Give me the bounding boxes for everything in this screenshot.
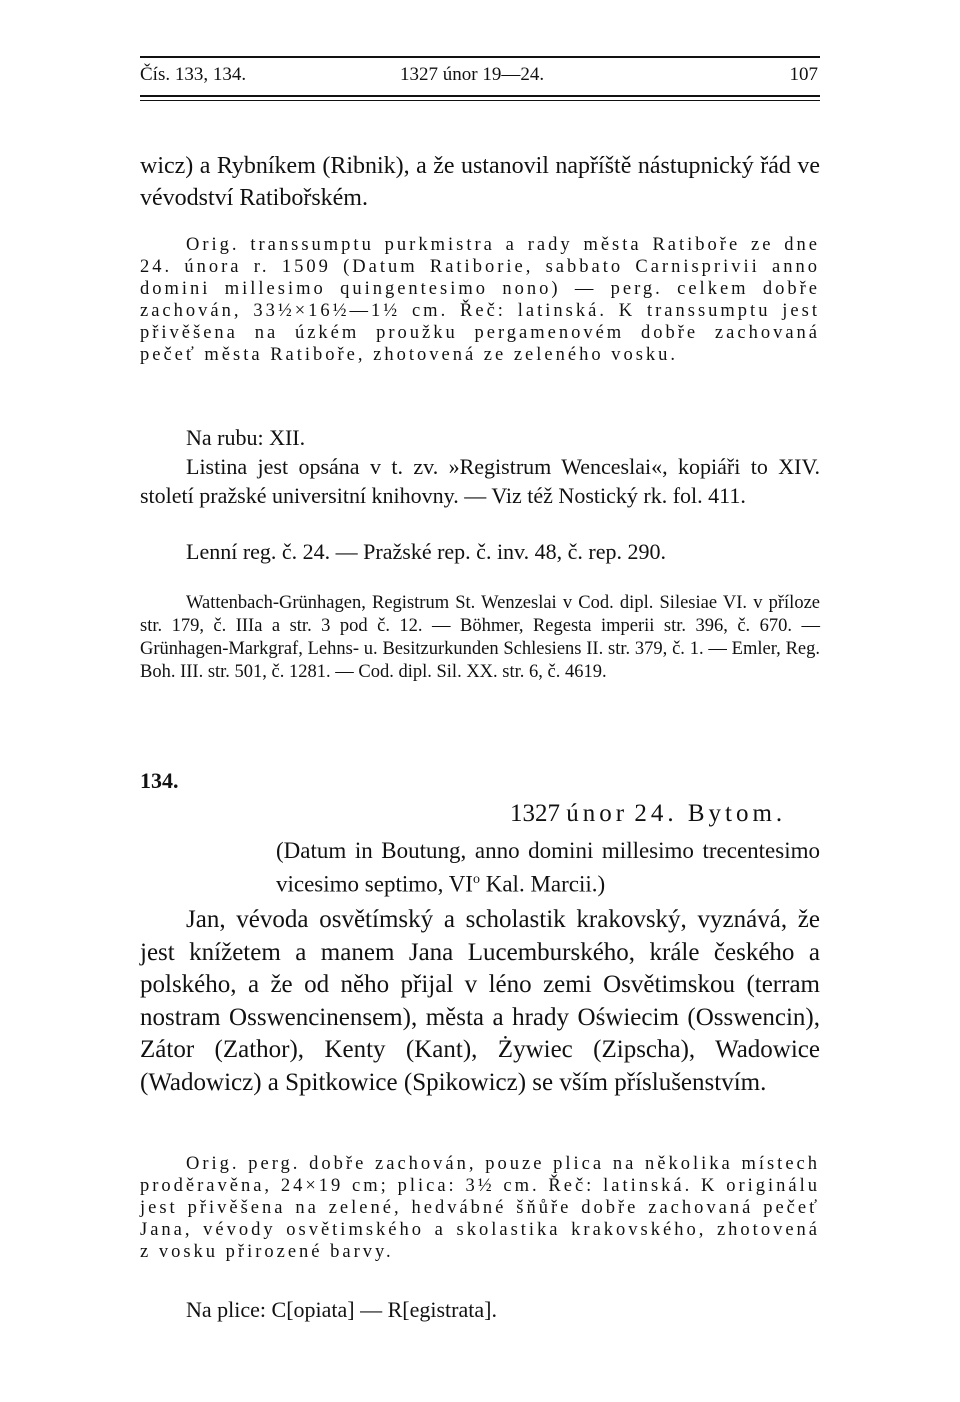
doc134-date-year: 1327 bbox=[510, 800, 560, 827]
header-document-numbers: Čís. 133, 134. bbox=[140, 64, 247, 85]
doc134-summary: Jan, vévoda osvětímský a scholastik krakovský, vyznává, že jest knížetem a manem Jana Lucemburského, krále českého a polského, a že od něho přijal v léno zemi Osvětimskou (terram nostram Osswencinensem), města a hrady Oświecim (Osswencin), Zátor (Zathor), Kenty (Kant), Żywiec (Zipscha), Wadowice (Wadowicz) a Spitkowice (Spikowicz) se vším příslušenstvím. bbox=[140, 906, 820, 1096]
doc134-date-day-place: 24. Bytom. bbox=[634, 800, 787, 827]
doc133-orig-note: Orig. transsumptu purkmistra a rady města Ratiboře ze dne 24. února r. 1509 (Datum Ratiborie, sabbato Carnisprivii anno domini millesimo quingentesimo nono) — perg. celkem dobře zachován, 33½×16½—1½ cm. Řeč: latinská. K transsumptu jest přivěšena na úzkém proužku pergamenovém dobře zachovaná pečeť města Ratiboře, zhotovená ze zeleného vosku. bbox=[140, 235, 820, 365]
doc133-registers: Lenní reg. č. 24. — Pražské rep. č. inv. 48, č. rep. 290. bbox=[186, 539, 666, 564]
running-head bbox=[140, 64, 820, 90]
doc133-summary-end: wicz) a Rybníkem (Ribnik), a že ustanovil napříště nástupnický řád ve vévodství Ratibořském. bbox=[140, 153, 820, 211]
doc134-number: 134. bbox=[140, 768, 179, 793]
doc133-reverse: Na rubu: XII. bbox=[186, 425, 306, 450]
doc134-date-line bbox=[140, 800, 820, 828]
doc134-plica: Na plice: C[opiata] — R[egistrata]. bbox=[186, 1297, 497, 1322]
doc134-datum-latin: (Datum in Boutung, anno domini millesimo trecentesimo vicesimo septimo, $VI^o$ Kal. Marcii.) bbox=[276, 838, 820, 897]
doc134-orig-note: Orig. perg. dobře zachován, pouze plica na několika místech proděravěna, 24×19 cm; plica: 3½ cm. Řeč: latinská. K originálu jest přivěšena na zelené, hedvábné šňůře dobře zachovaná pečeť Jana, vévody osvětimského a skolastika krakovského, zhotovená z vosku přirozené barvy. bbox=[140, 1154, 820, 1262]
header-rule-bottom bbox=[140, 95, 820, 101]
doc134-date-month: únor bbox=[566, 800, 629, 827]
doc133-literature: Wattenbach-Grünhagen, Registrum St. Wenzeslai v Cod. dipl. Silesiae VI. v příloze str. 179, č. IIIa a str. 3 pod č. 12. — Böhmer, Regesta imperii str. 396, č. 670. — Grünhagen-Markgraf, Lehns- u. Besitzurkunden Schlesiens II. str. 379, č. 1. — Emler, Reg. Boh. III. str. 501, č. 1281. — Cod. dipl. Sil. XX. str. 6, č. 4619. bbox=[140, 593, 820, 682]
doc133-copy-note: Listina jest opsána v t. zv. »Registrum Wenceslai«, kopiáři to XIV. století pražské universitní knihovny. — Viz též Nostický rk. fol. 411. bbox=[140, 454, 820, 508]
header-rule-top bbox=[140, 56, 820, 58]
page-number: 107 bbox=[789, 64, 818, 85]
header-date-range: 1327 únor 19—24. bbox=[400, 64, 545, 85]
